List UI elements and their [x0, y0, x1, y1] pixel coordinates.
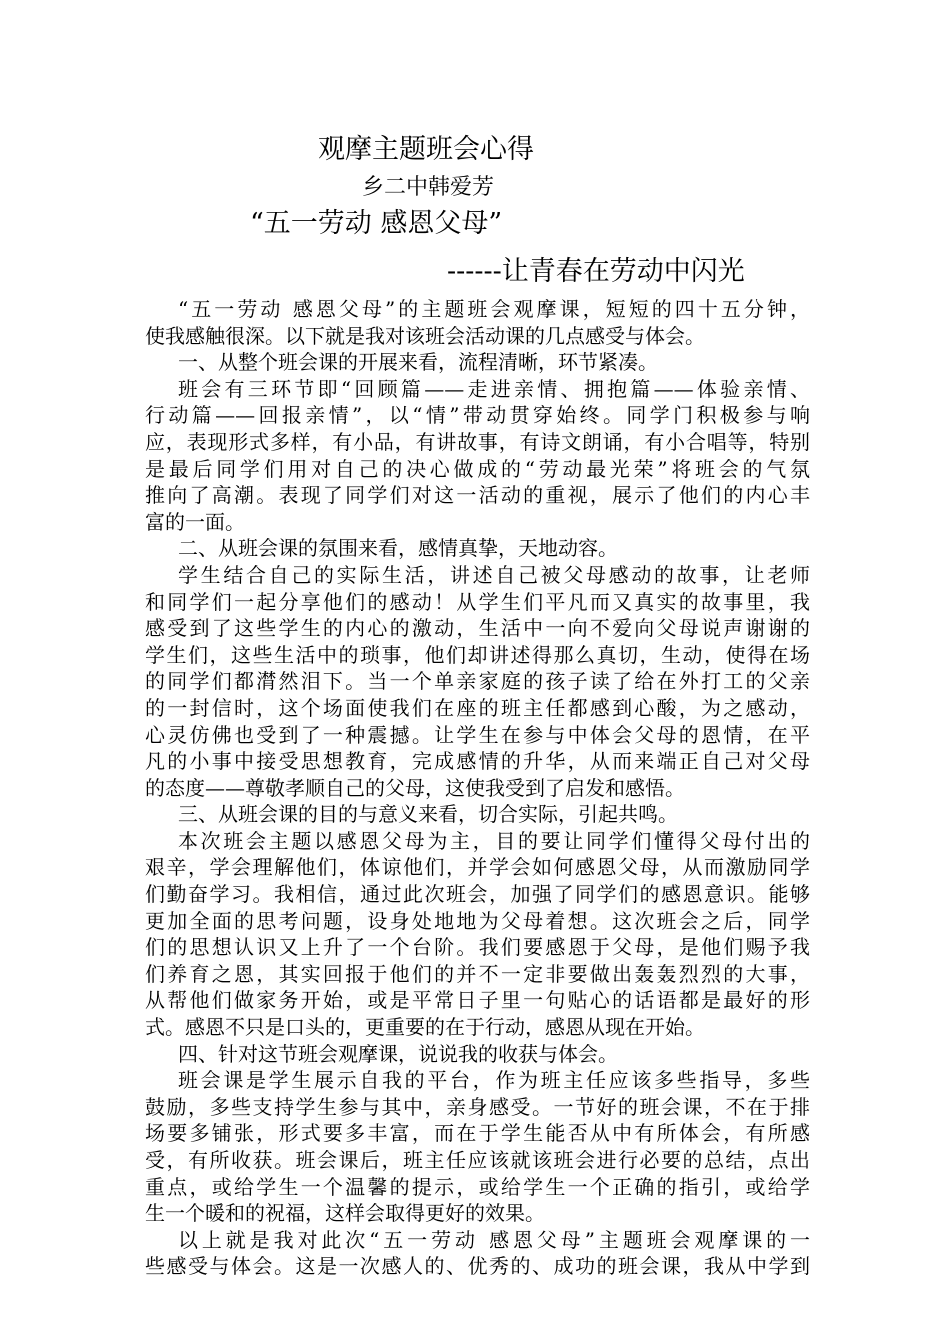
body-line: 班会有三环节即“回顾篇——走进亲情、拥抱篇——体验亲情、 — [178, 376, 810, 401]
body-line: 四、针对这节班会观摩课，说说我的收获与体会。 — [178, 1041, 618, 1066]
body-line: 从帮他们做家务开始，或是平常日子里一句贴心的话语都是最好的形 — [145, 988, 810, 1013]
body-line: 生一个暖和的祝福，这样会取得更好的效果。 — [145, 1201, 545, 1226]
body-line: 使我感触很深。以下就是我对该班会活动课的几点感受与体会。 — [145, 323, 705, 348]
body-line: 鼓励，多些支持学生参与其中，亲身感受。一节好的班会课，不在于排 — [145, 1094, 810, 1119]
body-line: 们的思想认识又上升了一个台阶。我们要感恩于父母，是他们赐予我 — [145, 935, 810, 960]
body-line: 以上就是我对此次“五一劳动 感恩父母”主题班会观摩课的一 — [178, 1227, 810, 1252]
document-body — [145, 296, 810, 1280]
body-line: 些感受与体会。这是一次感人的、优秀的、成功的班会课，我从中学到 — [145, 1254, 810, 1279]
body-line: 更加全面的思考问题，设身处地地为父母着想。这次班会之后，同学 — [145, 908, 810, 933]
body-line: 二、从班会课的氛围来看，感情真挚，天地动容。 — [178, 536, 618, 561]
body-line: 应，表现形式多样，有小品，有讲故事，有诗文朗诵，有小合唱等，特别 — [145, 429, 810, 454]
body-line: 们养育之恩，其实回报于他们的并不一定非要做出轰轰烈烈的大事， — [145, 961, 810, 986]
document-title: 观摩主题班会心得 — [318, 134, 534, 165]
body-line: 的同学们都潸然泪下。当一个单亲家庭的孩子读了给在外打工的父亲 — [145, 669, 810, 694]
body-line: 受，有所收获。班会课后，班主任应该就该班会进行必要的总结，点出 — [145, 1148, 810, 1172]
document-author: 乡二中韩爱芳 — [362, 175, 495, 200]
body-line: “五一劳动 感恩父母”的主题班会观摩课，短短的四十五分钟， — [178, 297, 810, 321]
body-line: 艰辛，学会理解他们，体谅他们，并学会如何感恩父母，从而激励同学 — [145, 855, 810, 880]
body-line: 三、从班会课的目的与意义来看，切合实际，引起共鸣。 — [178, 802, 678, 827]
body-line: 的一封信时，这个场面使我们在座的班主任都感到心酸，为之感动， — [145, 695, 810, 720]
body-line: 的态度——尊敬孝顺自己的父母，这使我受到了启发和感悟。 — [145, 775, 685, 800]
body-line: 班会课是学生展示自我的平台，作为班主任应该多些指导，多些 — [178, 1068, 810, 1093]
body-line: 富的一面。 — [145, 509, 245, 534]
body-line: 重点，或给学生一个温馨的提示，或给学生一个正确的指引，或给学 — [145, 1174, 810, 1199]
body-line: 式。感恩不只是口头的，更重要的在于行动，感恩从现在开始。 — [145, 1015, 705, 1040]
body-line: 学生们，这些生活中的琐事，他们却讲述得那么真切，生动，使得在场 — [145, 642, 810, 667]
body-line: 场要多铺张，形式要多丰富，而在于学生能否从中有所体会，有所感 — [145, 1121, 810, 1146]
body-line: 行动篇——回报亲情”，以“情”带动贯穿始终。同学门积极参与响 — [145, 403, 810, 428]
body-line: 学生结合自己的实际生活，讲述自己被父母感动的故事，让老师 — [178, 562, 810, 587]
document-subtitle: ------让青春在劳动中闪光 — [447, 256, 745, 287]
body-line: 凡的小事中接受思想教育，完成感情的升华，从而来端正自己对父母 — [145, 749, 810, 774]
body-line: 们勤奋学习。我相信，通过此次班会，加强了同学们的感恩意识。能够 — [145, 882, 810, 907]
body-line: 推向了高潮。表现了同学们对这一活动的重视，展示了他们的内心丰 — [145, 483, 810, 508]
body-line: 一、从整个班会课的开展来看，流程清晰，环节紧凑。 — [178, 350, 658, 375]
body-line: 和同学们一起分享他们的感动！从学生们平凡而又真实的故事里，我 — [145, 589, 810, 614]
body-line: 心灵仿佛也受到了一种震撼。让学生在参与中体会父母的恩情，在平 — [145, 722, 810, 747]
body-line: 是最后同学们用对自己的决心做成的“劳动最光荣”将班会的气氛 — [145, 456, 810, 481]
body-line: 本次班会主题以感恩父母为主，目的要让同学们懂得父母付出的 — [178, 828, 810, 853]
body-line: 感受到了这些学生的内心的激动，生活中一向不爱向父母说声谢谢的 — [145, 616, 810, 641]
document-subject: “五一劳动 感恩父母” — [250, 208, 503, 239]
